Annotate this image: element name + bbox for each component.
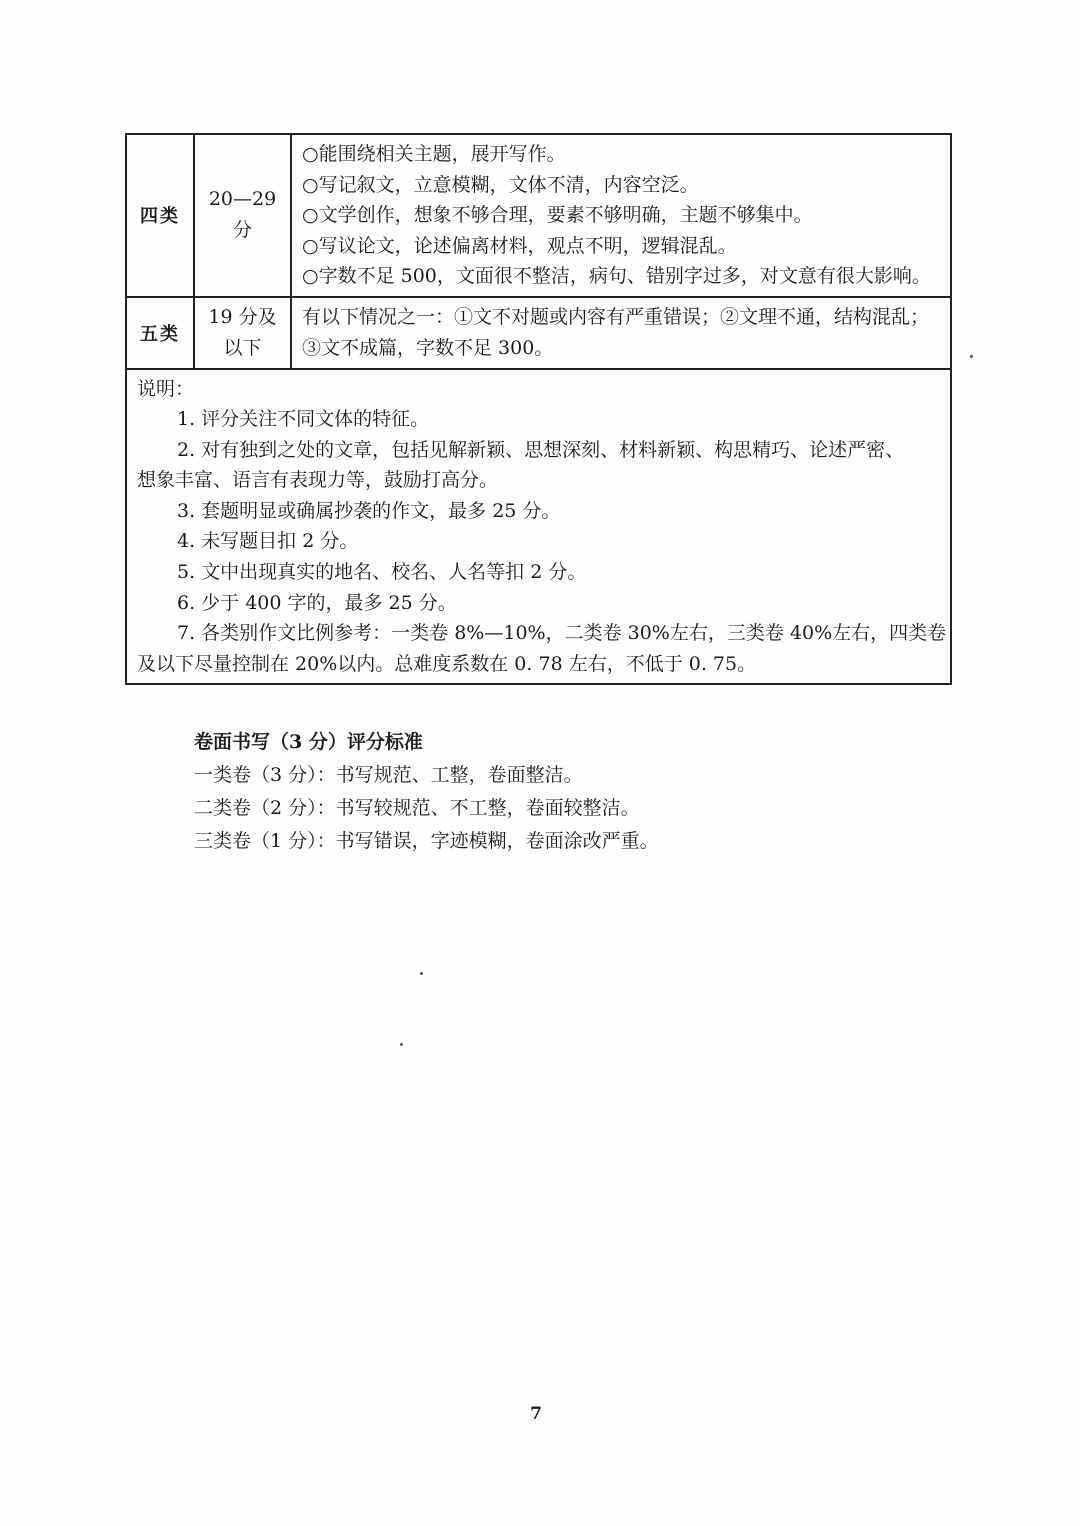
score-range-4 — [194, 134, 291, 297]
note-item-3: 3. 套题明显或确属抄袭的作文，最多 25 分。 — [177, 499, 561, 522]
score-line: 20—29 — [208, 188, 277, 211]
handwriting-level-1: 一类卷（3 分）：书写规范、工整，卷面整洁。 — [194, 764, 583, 786]
handwriting-level-3: 三类卷（1 分）：书写错误，字迹模糊，卷面涂改严重。 — [194, 830, 659, 852]
category-label-5: 五类 — [126, 297, 194, 369]
score-line: 分 — [232, 219, 252, 242]
criteria-item: ○文学创作，想象不够合理，要素不够明确，主题不够集中。 — [302, 204, 813, 226]
criteria-item: ○能围绕相关主题，展开写作。 — [302, 143, 566, 165]
grading-table — [125, 133, 952, 685]
note-item-7: 7. 各类别作文比例参考：一类卷 8%—10%，二类卷 30%左右，三类卷 40%左右，四类卷 — [177, 622, 947, 645]
criteria-item: ○写记叙文，立意模糊，文体不清，内容空泛。 — [302, 173, 699, 196]
handwriting-criteria — [194, 726, 659, 858]
score-range-5 — [194, 297, 291, 369]
scan-speck — [420, 972, 423, 975]
criteria-text-5: 有以下情况之一：①文不对题或内容有严重错误；②文理不通，结构混乱；③文不成篇，字数不足 300。 — [291, 297, 951, 369]
criteria-item: ○字数不足 500，文面很不整洁，病句、错别字过多，对文意有很大影响。 — [302, 265, 931, 287]
note-item-6: 6. 少于 400 字的，最多 25 分。 — [177, 591, 457, 614]
page-number: 7 — [530, 1404, 542, 1424]
scan-speck — [400, 1043, 403, 1046]
note-item-5: 5. 文中出现真实的地名、校名、人名等扣 2 分。 — [177, 561, 587, 584]
handwriting-level-2: 二类卷（2 分）：书写较规范、不工整，卷面较整洁。 — [194, 797, 640, 819]
note-item-1: 1. 评分关注不同文体的特征。 — [177, 408, 430, 431]
note-item-2-continuation: 想象丰富、语言有表现力等，鼓励打高分。 — [137, 469, 499, 492]
score-line: 以下 — [223, 336, 262, 359]
note-item-2: 2. 对有独到之处的文章，包括见解新颖、思想深刻、材料新颖、构思精巧、论述严密、 — [177, 438, 905, 461]
note-item-4: 4. 未写题目扣 2 分。 — [177, 530, 359, 553]
category-label-4: 四类 — [126, 134, 194, 297]
notes-row — [126, 369, 951, 685]
notes-section — [126, 369, 951, 685]
handwriting-title: 卷面书写（3 分）评分标准 — [194, 731, 423, 753]
criteria-item: ○写议论文，论述偏离材料，观点不明，逻辑混乱。 — [302, 234, 737, 257]
criteria-list-4 — [291, 134, 951, 297]
score-line: 19 分及 — [208, 305, 277, 328]
scan-speck — [970, 355, 973, 358]
notes-heading: 说明： — [137, 377, 195, 400]
note-item-7-continuation: 及以下尽量控制在 20%以内。总难度系数在 0. 78 左右，不低于 0. 75。 — [137, 652, 757, 675]
table-row-category-4 — [126, 134, 951, 297]
table-row-category-5 — [126, 297, 951, 369]
